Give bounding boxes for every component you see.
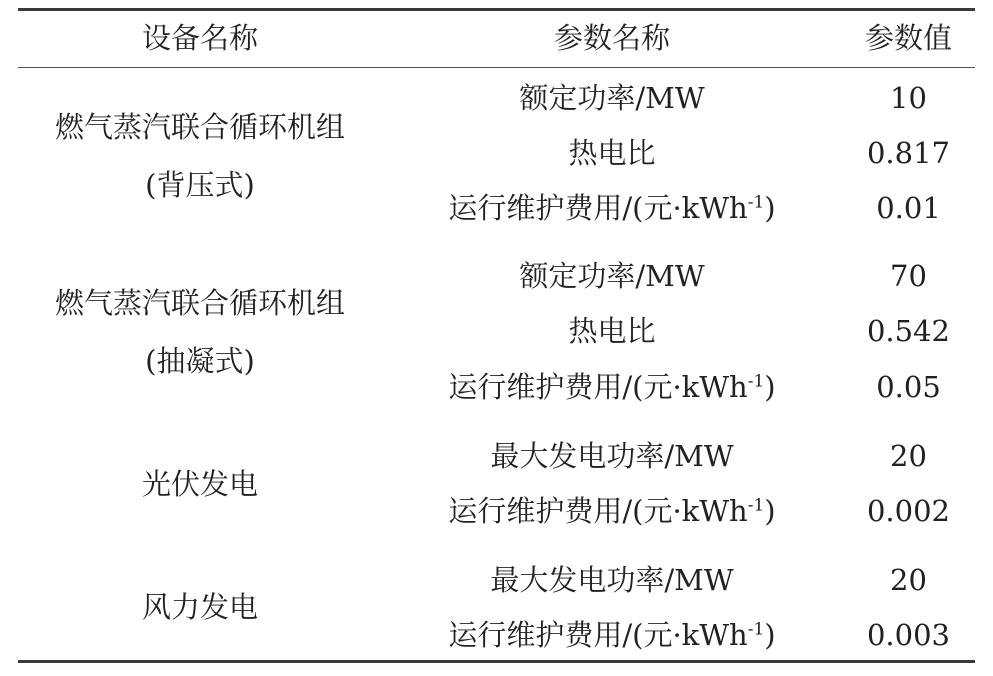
unit-exponent: -1: [747, 495, 765, 516]
param-name: 运行维护费用/(元·kWh$^{-1}$): [448, 191, 776, 225]
device-name: 燃气蒸汽联合循环机组: [54, 110, 345, 144]
param-name: 最大发电功率/MW: [490, 439, 734, 473]
param-value: 0.003: [866, 618, 951, 652]
device-type: (背压式): [145, 168, 255, 202]
header-rule: [18, 67, 975, 68]
param-name: 热电比: [568, 136, 656, 170]
param-value: 0.05: [876, 370, 941, 404]
param-value: 0.817: [866, 136, 951, 170]
unit-exponent: -1: [747, 619, 765, 640]
header-device: 设备名称: [141, 21, 258, 55]
param-value: 20: [890, 563, 927, 597]
table-top-rule: [18, 8, 975, 11]
unit-exponent: -1: [747, 371, 765, 392]
param-name: 额定功率/MW: [519, 81, 705, 115]
header-param: 参数名称: [553, 21, 670, 55]
param-name: 热电比: [568, 314, 656, 348]
device-name: 风力发电: [141, 590, 258, 624]
param-value: 0.01: [876, 191, 941, 225]
param-value: 70: [890, 259, 927, 293]
param-name: 运行维护费用/(元·kWh$^{-1}$): [448, 494, 776, 528]
param-value: 0.542: [866, 314, 951, 348]
param-name: 运行维护费用/(元·kWh$^{-1}$): [448, 370, 776, 404]
device-name: 燃气蒸汽联合循环机组: [54, 286, 345, 320]
device-name: 光伏发电: [141, 467, 258, 501]
param-name: 运行维护费用/(元·kWh$^{-1}$): [448, 618, 776, 652]
param-name: 最大发电功率/MW: [490, 563, 734, 597]
param-value: 10: [890, 81, 927, 115]
device-type: (抽凝式): [145, 344, 255, 378]
param-value: 0.002: [866, 494, 951, 528]
unit-exponent: -1: [747, 192, 765, 213]
header-value: 参数值: [864, 21, 952, 55]
table-bottom-rule: [18, 660, 975, 663]
param-name: 额定功率/MW: [519, 259, 705, 293]
parameter-table: [18, 0, 975, 676]
param-value: 20: [890, 439, 927, 473]
